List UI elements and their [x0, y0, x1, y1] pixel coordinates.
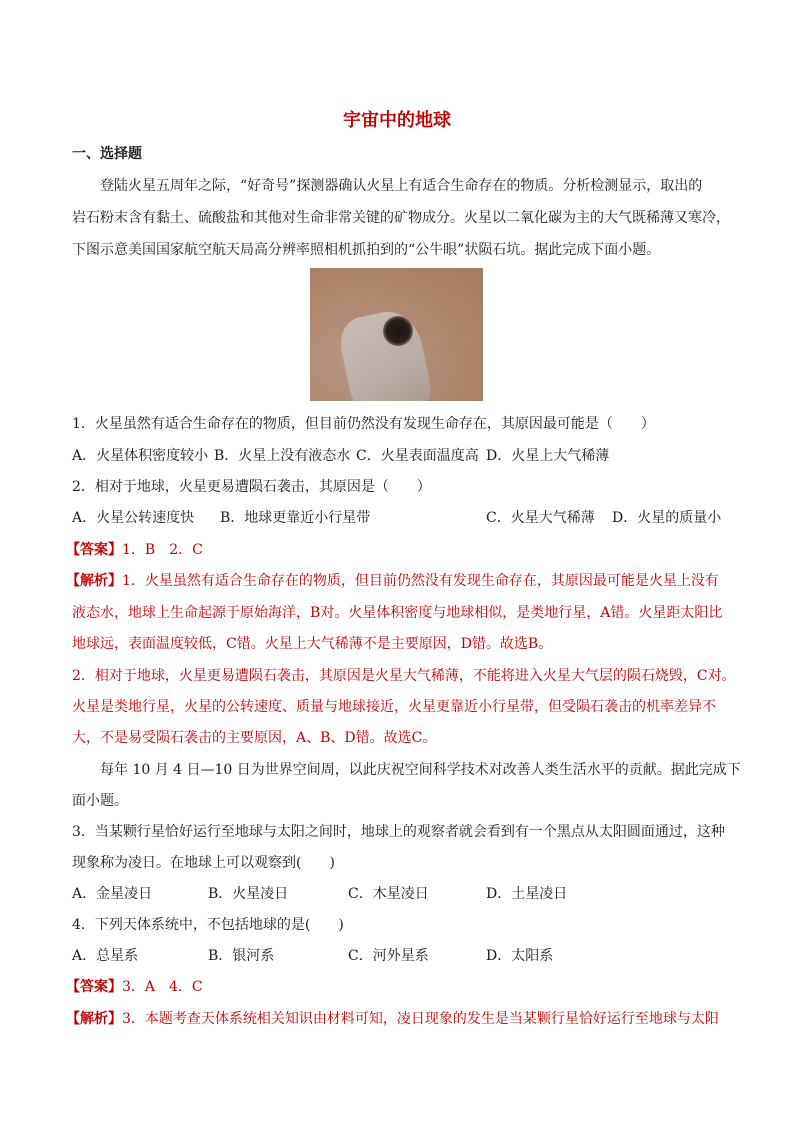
q3-option-d: D．土星凌日: [486, 886, 568, 902]
bulls-eye-crater: [383, 316, 413, 346]
analysis-2-label: 【解析】: [66, 1011, 122, 1027]
q2-option-a: A．火星公转速度快: [72, 510, 195, 526]
answer-2-label: 【答案】: [66, 979, 122, 995]
q2-option-c: C．火星大气稀薄: [486, 510, 595, 526]
analysis-1-line-3: 地球远，表面温度较低，C错。火星上大气稀薄不是主要原因，D错。故选B。: [72, 636, 553, 652]
photo-streak: [335, 306, 434, 401]
q1-option-c: C．火星表面温度高: [356, 448, 479, 464]
analysis-2-text-1: 3．本题考查天体系统相关知识由材料可知，凌日现象的发生是当某颗行星恰好运行至地球与太阳: [122, 1011, 719, 1027]
question-4-options: [72, 946, 722, 966]
intro2-line-2: 面小题。: [72, 793, 128, 809]
analysis-1-line-4: 2．相对于地球，火星更易遭陨石袭击，其原因是火星大气稀薄，不能将进入火星大气层的陨石烧毁，C对。: [72, 668, 736, 684]
question-1-options: [72, 446, 722, 466]
analysis-1-line-6: 大，不是易受陨石袭击的主要原因，A、B、D错。故选C。: [72, 730, 437, 746]
page-title: 宇宙中的地球: [343, 110, 451, 131]
analysis-1-label: 【解析】: [66, 573, 122, 589]
q3-option-b: B．火星凌日: [208, 886, 289, 902]
analysis-2-line-1: [66, 1009, 719, 1029]
q4-option-d: D．太阳系: [486, 948, 554, 964]
question-2: 2．相对于地球，火星更易遭陨石袭击，其原因是（ ）: [72, 479, 431, 495]
question-3-line-1: 3．当某颗行星恰好运行至地球与太阳之间时，地球上的观察者就会看到有一个黑点从太阳圆面通过，这种: [72, 824, 725, 840]
q4-option-a: A．总星系: [72, 948, 139, 964]
question-1: 1．火星虽然有适合生命存在的物质，但目前仍然没有发现生命存在，其原因最可能是（ ）: [72, 416, 655, 432]
question-3-line-2: 现象称为凌日。在地球上可以观察到( ): [72, 855, 335, 871]
answer-2: [66, 977, 716, 997]
analysis-1-line-2: 液态水，地球上生命起源于原始海洋，B对。火星体积密度与地球相似，是类地行星，A错。火星距太阳比: [72, 605, 723, 621]
intro1-line-2: 岩石粉末含有黏土、硫酸盐和其他对生命非常关键的矿物成分。火星以二氧化碳为主的大气既稀薄又寒冷，: [72, 210, 730, 226]
q3-option-a: A．金星凌日: [72, 886, 153, 902]
answer-1-label: 【答案】: [66, 542, 122, 558]
answer-1-text: 1．B 2．C: [122, 542, 203, 558]
answer-1: [66, 540, 716, 560]
q2-option-d: D．火星的质量小: [612, 510, 722, 526]
intro2-line-1: 每年 10 月 4 日—10 日为世界空间周，以此庆祝空间科学技术对改善人类生活水平的贡献。据此完成下: [100, 762, 741, 778]
q2-option-b: B．地球更靠近小行星带: [220, 510, 371, 526]
crater-photo: [310, 268, 483, 401]
question-3-options: [72, 884, 722, 904]
intro1-line-1: 登陆火星五周年之际，“好奇号”探测器确认火星上有适合生命存在的物质。分析检测显示，取出的: [100, 178, 703, 194]
q1-option-d: D．火星上大气稀薄: [486, 448, 610, 464]
intro1-line-3: 下图示意美国国家航空航天局高分辨率照相机抓拍到的“公牛眼”状陨石坑。据此完成下面小题。: [72, 242, 661, 258]
question-4: 4．下列天体系统中，不包括地球的是( ): [72, 917, 344, 933]
q4-option-c: C．河外星系: [348, 948, 429, 964]
analysis-1-text-1: 1．火星虽然有适合生命存在的物质，但目前仍然没有发现生命存在，其原因最可能是火星上没有: [122, 573, 719, 589]
analysis-1-line-1: [66, 571, 719, 591]
question-2-options: [72, 508, 722, 528]
q1-option-b: B．火星上没有液态水: [214, 448, 351, 464]
analysis-1-line-5: 火星是类地行星，火星的公转速度、质量与地球接近，火星更靠近小行星带，但受陨石袭击的机率差异不: [72, 699, 716, 715]
answer-2-text: 3．A 4．C: [122, 979, 203, 995]
q3-option-c: C．木星凌日: [348, 886, 429, 902]
q4-option-b: B．银河系: [208, 948, 275, 964]
q1-option-a: A．火星体积密度较小: [72, 448, 209, 464]
section-heading: 一、选择题: [72, 146, 142, 162]
